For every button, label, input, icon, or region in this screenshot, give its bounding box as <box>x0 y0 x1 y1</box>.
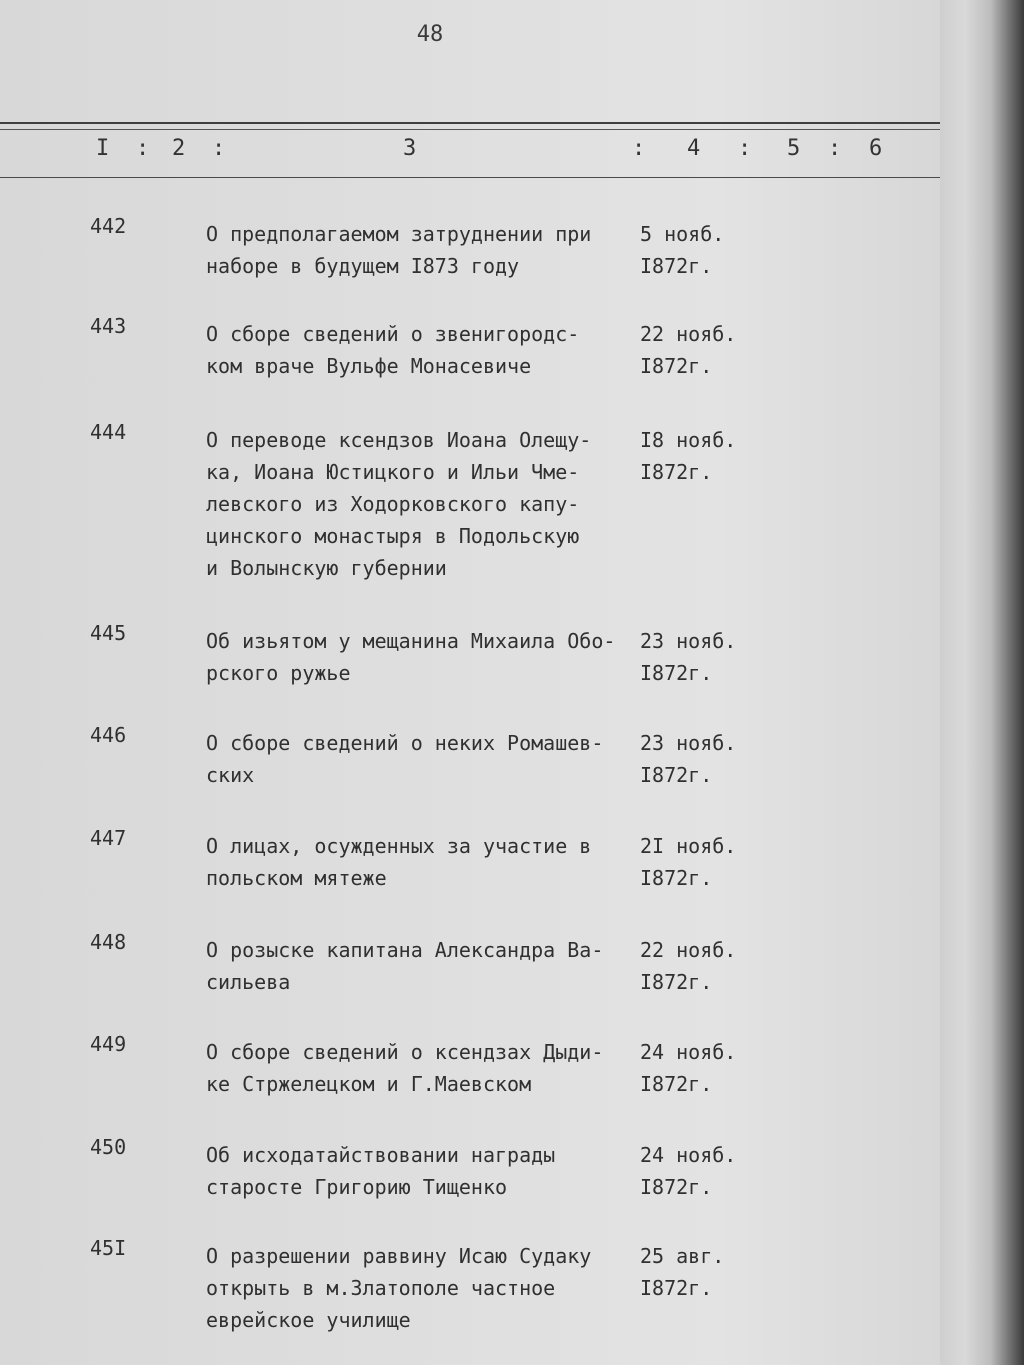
entry-number: 442 <box>90 214 127 238</box>
page-number: 48 <box>416 22 444 47</box>
entry-date: 24 нояб. I872г. <box>640 1143 737 1199</box>
header-bottom-rule <box>0 177 945 178</box>
entry-title: О сборе сведений о неких Ромашев- ских <box>206 731 604 787</box>
column-separator: : <box>136 136 150 161</box>
entry-title: О переводе ксендзов Иоана Олещу- ка, Иоана Юстицкого и Ильи Чме- левского из Ходорковского капу- цинского монастыря в Подольскую и Волынскую губернии <box>206 428 592 580</box>
entry-number: 446 <box>90 723 127 747</box>
entry-title: О разрешении раввину Исаю Судаку открыть в м.Златополе частное еврейское училище <box>206 1244 592 1332</box>
column-header-3: 3 <box>403 136 417 161</box>
entry-number: 447 <box>90 826 127 850</box>
entry-date: I8 нояб. I872г. <box>640 428 737 484</box>
entry-date: 23 нояб. I872г. <box>640 731 737 787</box>
entry-title: О сборе сведений о звенигородс- ком враче Вульфе Монасевиче <box>206 322 580 378</box>
entry-date: 25 авг. I872г. <box>640 1244 725 1300</box>
entry-title: Об исходатайствовании награды старосте Григорию Тищенко <box>206 1143 556 1199</box>
entry-number: 445 <box>90 621 127 645</box>
entry-number: 450 <box>90 1135 127 1159</box>
column-header-2: 2 <box>172 136 186 161</box>
column-header-1: I <box>96 136 110 161</box>
entry-title: О розыске капитана Александра Ва- сильева <box>206 938 604 994</box>
entry-title: Об изьятом у мещанина Михаила Обо- рского ружье <box>206 629 616 685</box>
column-header-row <box>0 128 945 172</box>
entry-number: 444 <box>90 420 127 444</box>
entry-date: 22 нояб. I872г. <box>640 938 737 994</box>
entry-title: О предполагаемом затруднении при наборе в будущем I873 году <box>206 222 592 278</box>
column-header-6: 6 <box>869 136 883 161</box>
entry-title: О сборе сведений о ксендзах Дыди- ке Стржелецком и Г.Маевском <box>206 1040 604 1096</box>
entry-number: 449 <box>90 1032 127 1056</box>
entry-date: 2I нояб. I872г. <box>640 834 737 890</box>
entry-title: О лицах, осужденных за участие в польском мятеже <box>206 834 592 890</box>
page-edge-shadow <box>940 0 1024 1365</box>
header-top-rule <box>0 122 945 124</box>
entry-date: 24 нояб. I872г. <box>640 1040 737 1096</box>
column-header-4: 4 <box>687 136 701 161</box>
column-separator: : <box>828 136 842 161</box>
entry-date: 23 нояб. I872г. <box>640 629 737 685</box>
entry-number: 448 <box>90 930 127 954</box>
column-header-5: 5 <box>787 136 801 161</box>
entry-date: 22 нояб. I872г. <box>640 322 737 378</box>
column-separator: : <box>632 136 646 161</box>
column-separator: : <box>738 136 752 161</box>
column-separator: : <box>212 136 226 161</box>
entry-number: 45I <box>90 1236 127 1260</box>
entry-number: 443 <box>90 314 127 338</box>
entry-date: 5 нояб. I872г. <box>640 222 725 278</box>
